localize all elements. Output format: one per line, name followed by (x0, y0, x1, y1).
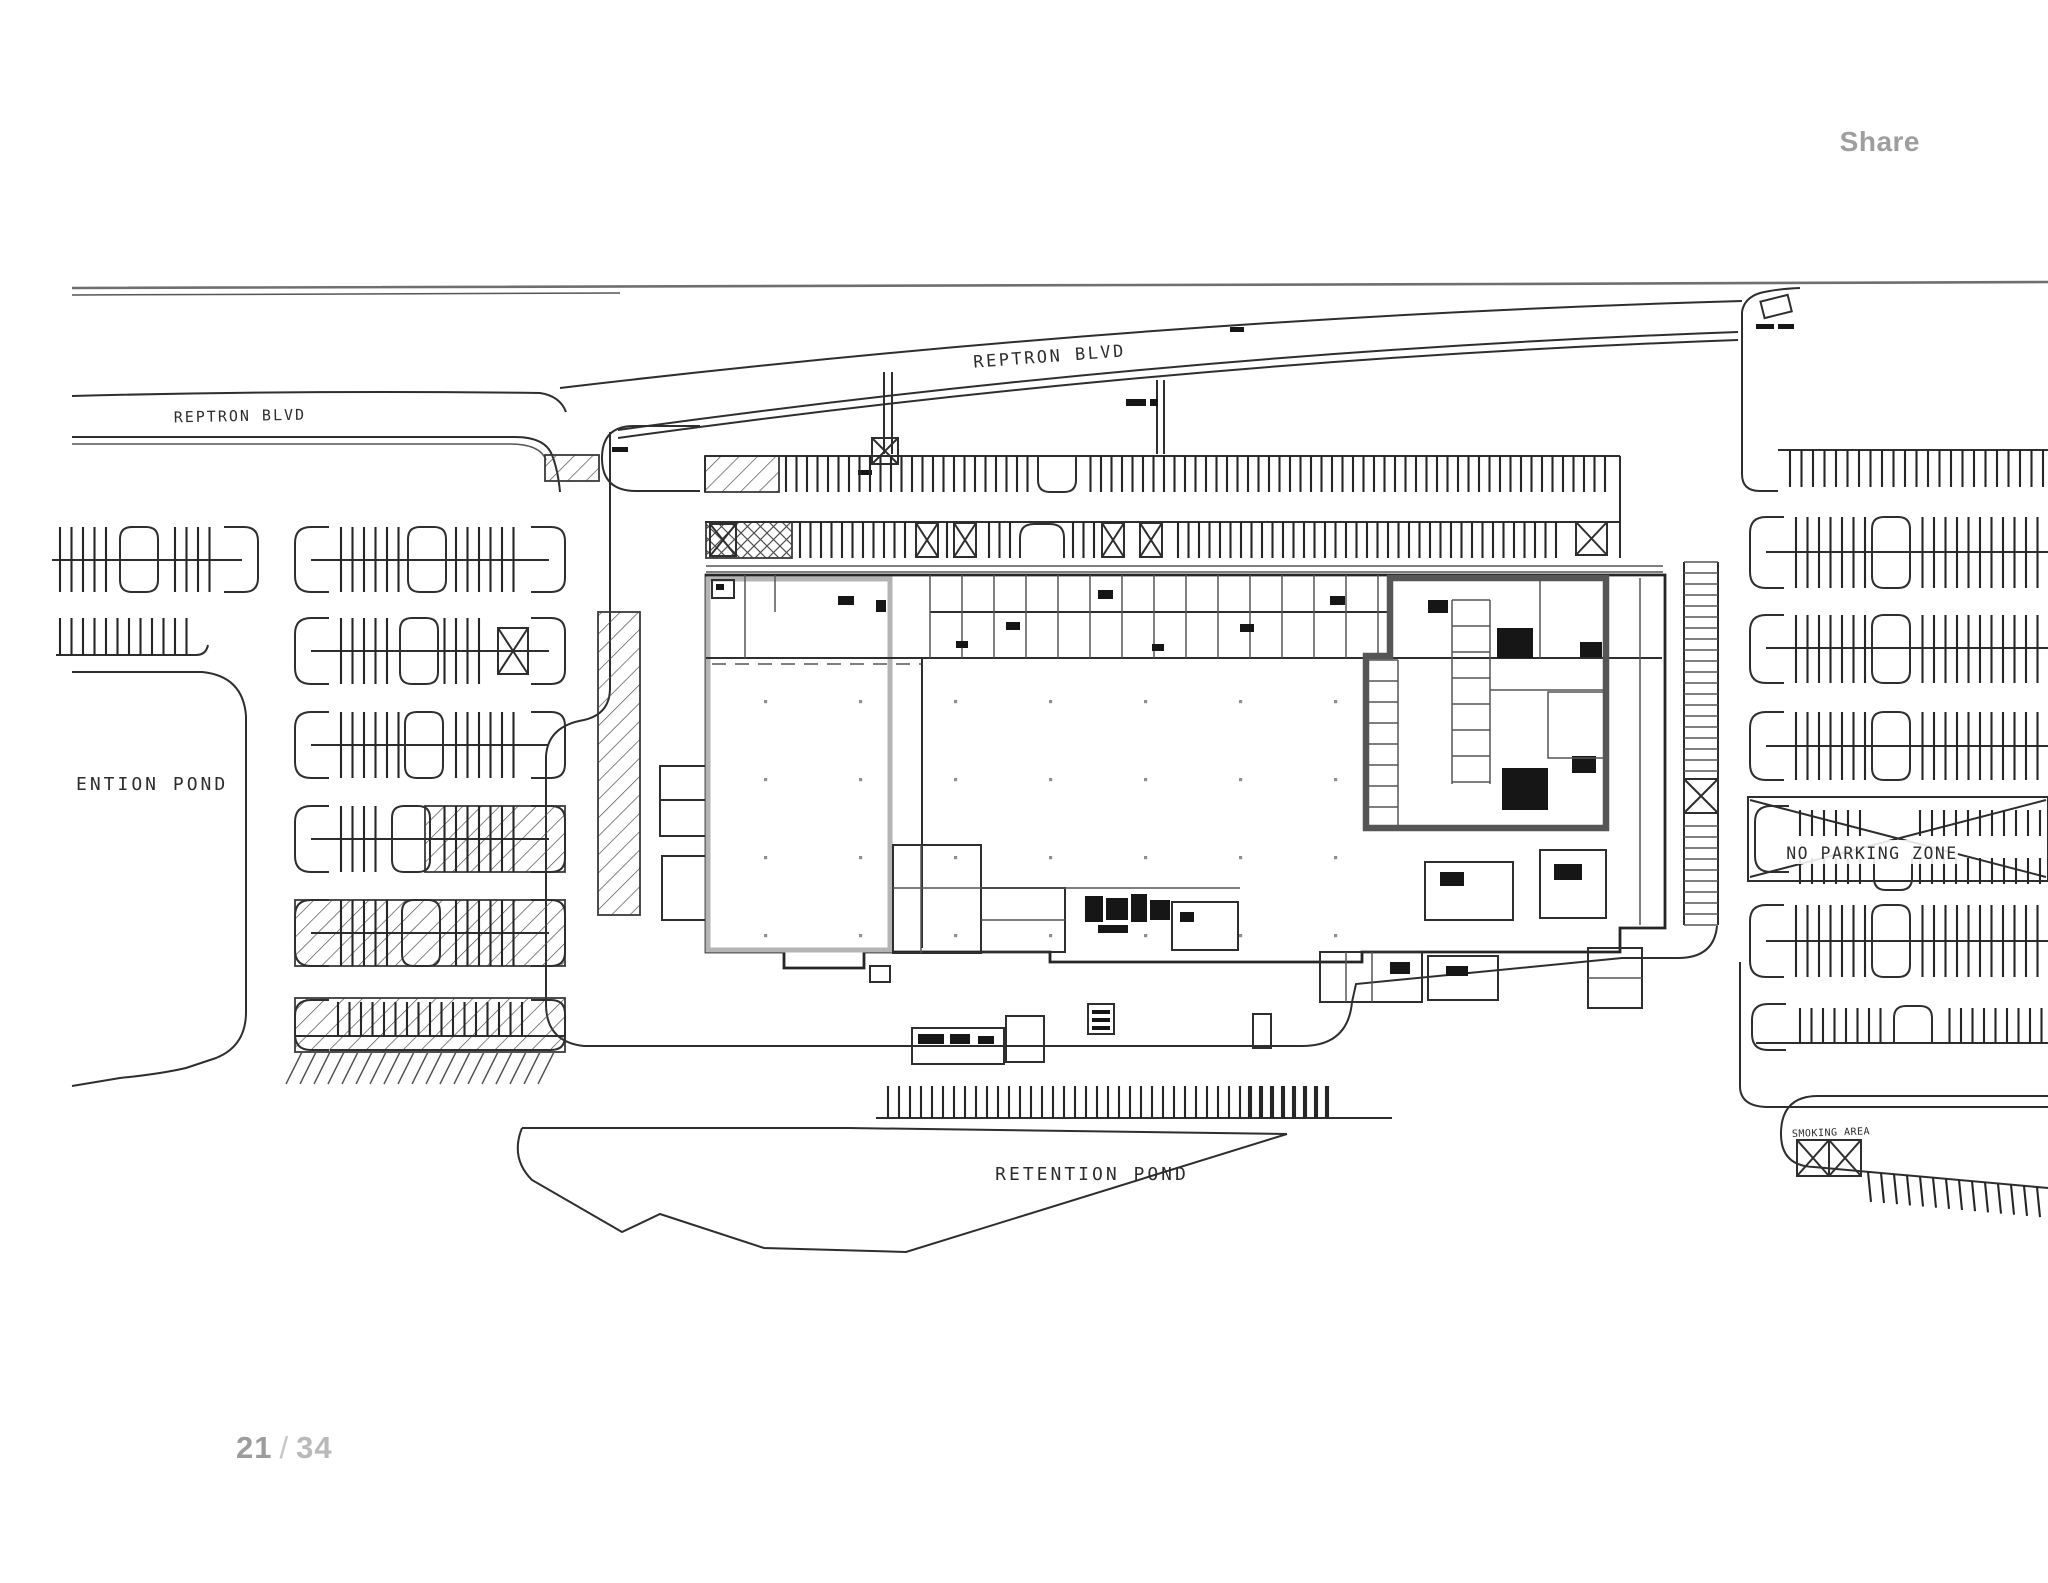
smoking-area-label: SMOKING AREA (1791, 1126, 1871, 1140)
street-label-main: REPTRON BLVD (972, 341, 1127, 373)
street-label-left: REPTRON BLVD (173, 405, 307, 427)
building-footprint (660, 575, 1665, 968)
pond-label-left: ENTION POND (76, 774, 229, 795)
parking-area-left (52, 527, 640, 1084)
share-button[interactable]: Share (1839, 126, 1920, 157)
page-current: 21 (236, 1430, 273, 1465)
parking-area-right (1684, 450, 2048, 1217)
page-total: 34 (296, 1430, 333, 1465)
page-indicator (236, 1430, 333, 1466)
page-separator: / (279, 1430, 290, 1465)
pond-label-bottom: RETENTION POND (995, 1164, 1189, 1185)
no-parking-label: NO PARKING ZONE (1786, 844, 1958, 863)
